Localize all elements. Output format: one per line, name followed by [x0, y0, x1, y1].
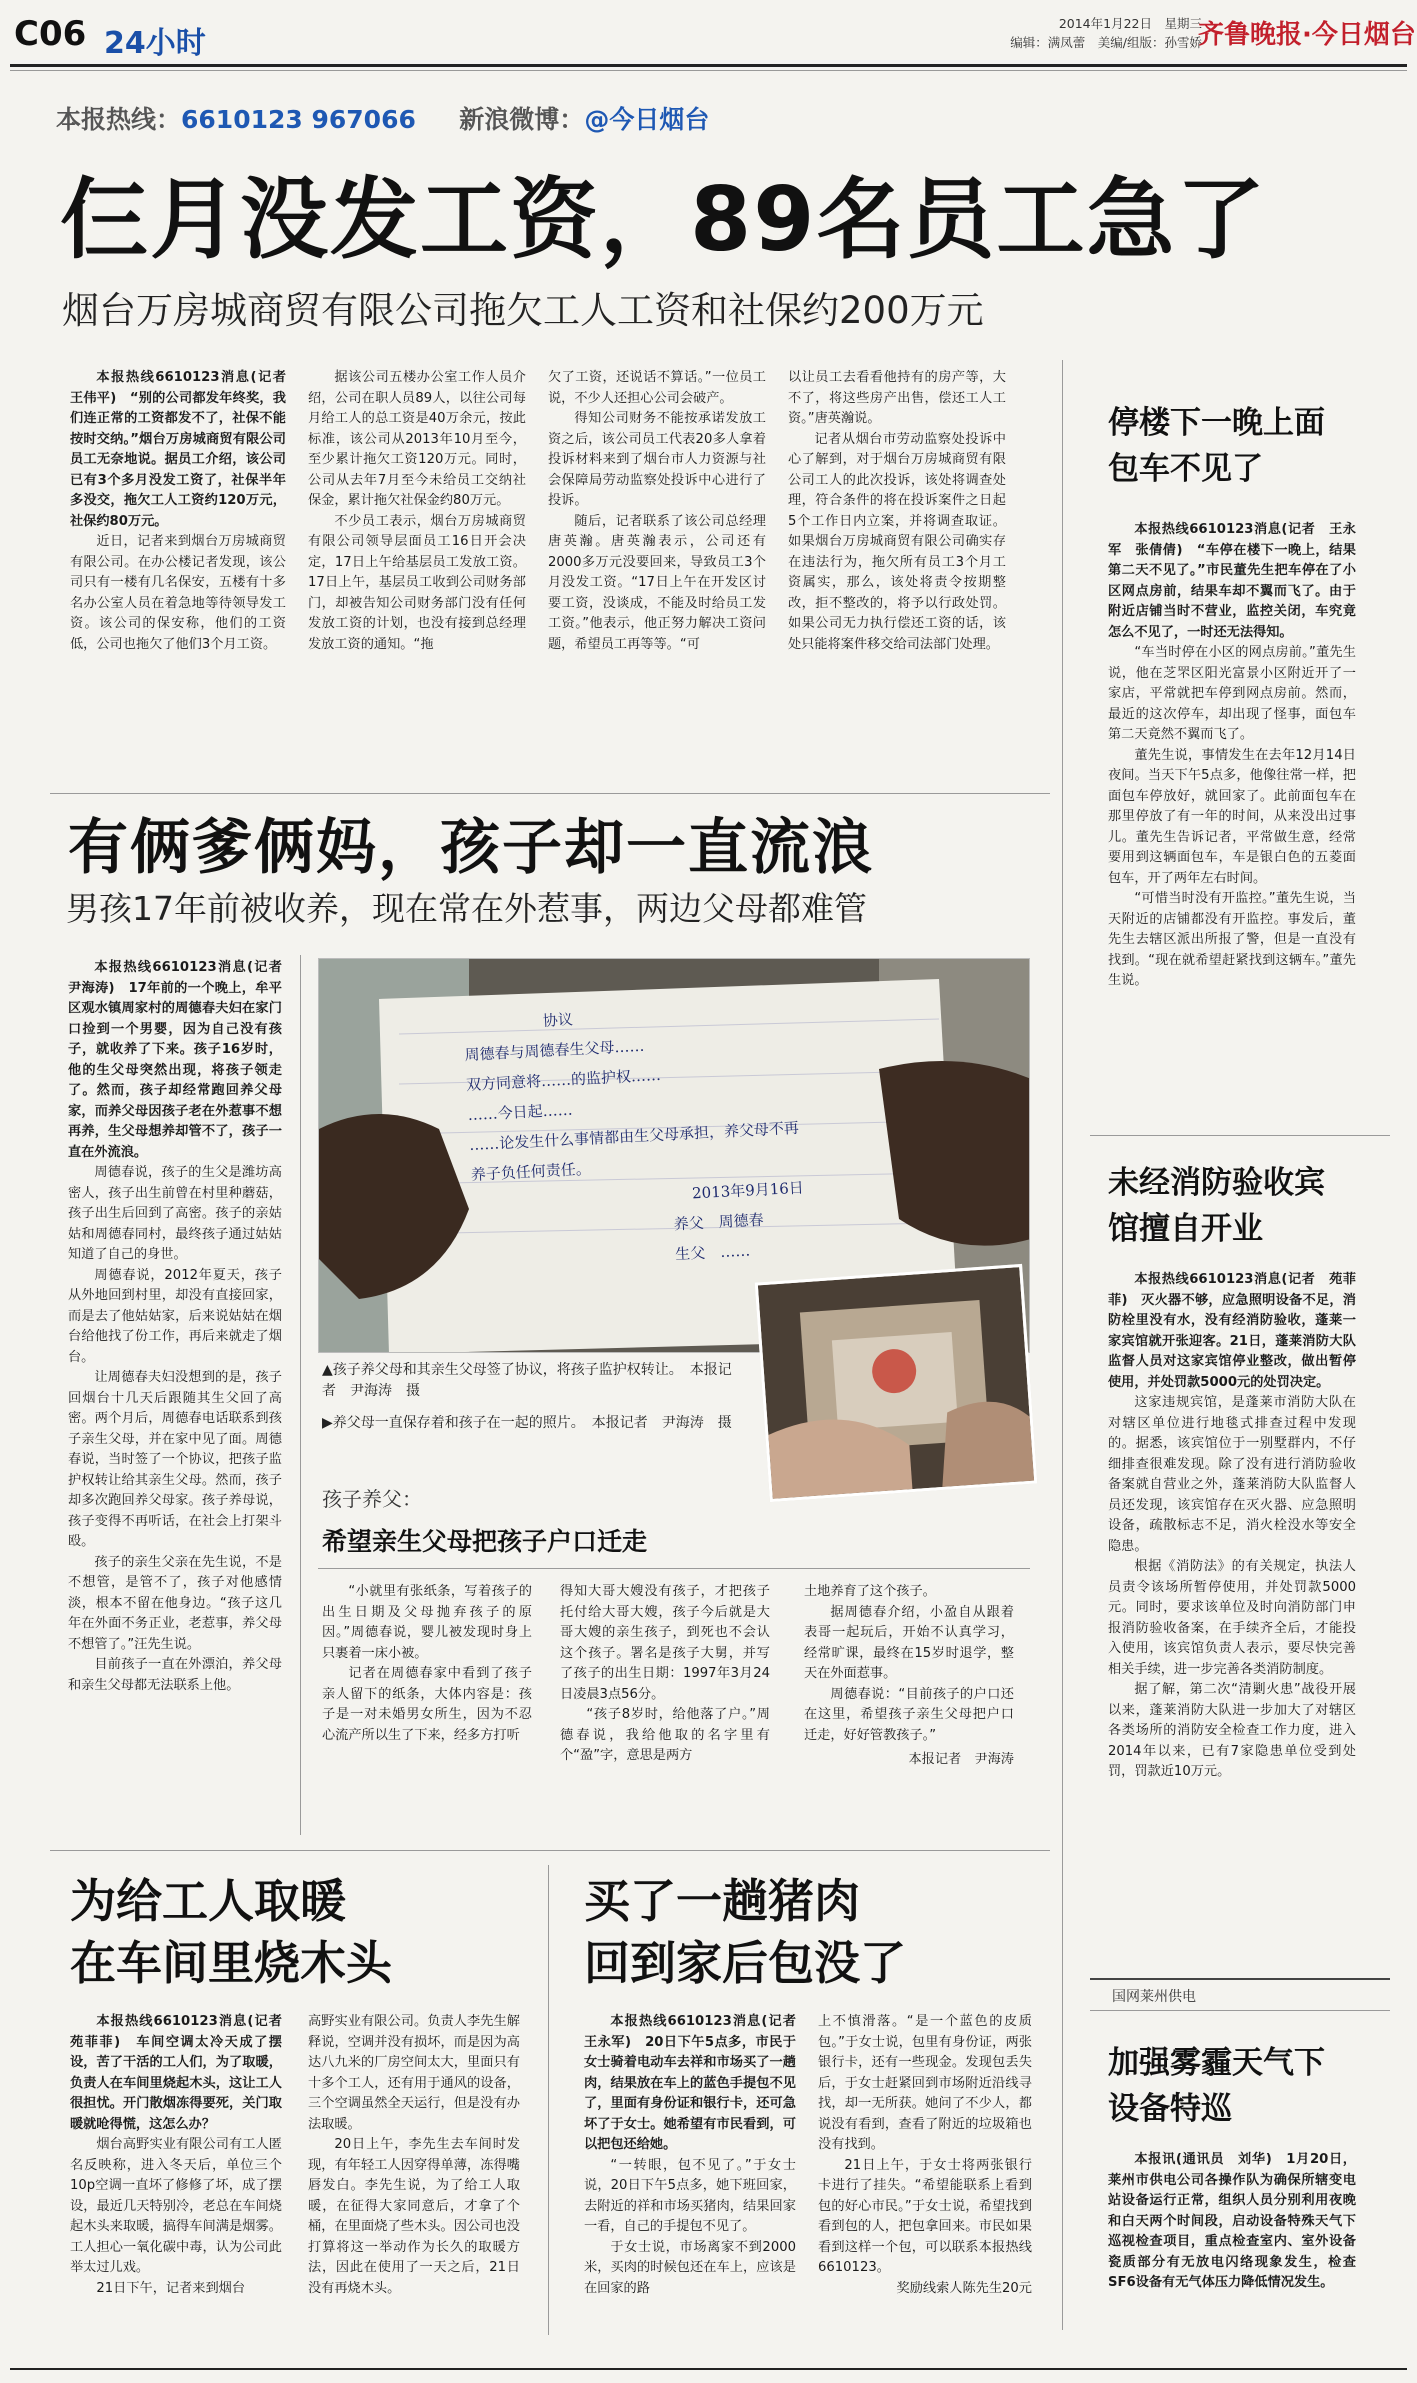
- story2-para: 目前孩子一直在外漂泊，养父母和亲生父母都无法联系上他。: [68, 1657, 282, 1693]
- side2-para: 根据《消防法》的有关规定，执法人员责令该场所暂停使用，并处罚款5000元。同时，要求该单位及时向消防部门申报消防验收备案，在手续齐全后，才能投入使用，该宾馆负责人表示，要尽快完善相关手续，进一步完善各类消防制度。: [1108, 1559, 1356, 1677]
- weibo-handle: @今日烟台: [584, 105, 710, 134]
- quote-label: 孩子养父：: [322, 1487, 422, 1511]
- hotline-bar: [56, 100, 709, 136]
- date-line: 2014年1月22日 星期三: [1058, 16, 1202, 31]
- quote-byline: 本报记者 尹海涛: [908, 1752, 1014, 1767]
- quote-col2: [560, 1582, 770, 1767]
- side2-title: 未经消防验收宾馆擅自开业: [1108, 1165, 1325, 1247]
- story3-para: 21日下午，记者来到烟台: [96, 2280, 246, 2296]
- page-number: C06: [14, 14, 87, 54]
- side1-title: 停楼下一晚上面包车不见了: [1108, 405, 1325, 487]
- story2-headline: 有俩爹俩妈，孩子却一直流浪: [68, 813, 874, 883]
- story2-para: 孩子的亲生父亲在先生说，不是不想管，是管不了，孩子对他感情淡，根本不留在他身边。“孩子这几年在外面不务正业，老惹事，养父母不想管了。”汪先生说。: [68, 1554, 282, 1652]
- hotline-numbers: 6610123 967066: [181, 105, 416, 134]
- story3-headline-line: 为给工人取暖: [70, 1874, 346, 1928]
- side1-para: 董先生说，事情发生在去年12月14日夜间。当天下午5点多，他像往常一样，把面包车停放好，就回家了。此前面包车在那里停放了有一年的时间，从来没出过事儿。董先生告诉记者，平常做生意，经常要用到这辆面包车，车是银白色的五菱面包车，开了两年左右时间。: [1108, 747, 1356, 886]
- quote-para: 据周德春介绍，小盈自从跟着表哥一起玩后，开始不认真学习，经常旷课，最终在15岁时退学，整天在外面惹事。: [804, 1604, 1014, 1681]
- story1-para: 本报热线6610123消息(记者 王伟平) “别的公司都发年终奖，我们连正常的工资都发不了，社保不能按时交纳。”烟台万房城商贸有限公司员工无奈地说。据员工介绍，该公司已有3个多月没发工资了，社保半年多没交，拖欠工人工资约120万元，社保约80万元。: [70, 370, 300, 529]
- story1-headline: 仨月没发工资，89名员工急了: [60, 168, 1267, 271]
- story4-col2: [818, 2012, 1032, 2299]
- side-divider: [1090, 1978, 1390, 1980]
- story4-footer: 奖励线索人陈先生20元: [896, 2280, 1032, 2296]
- side1-para: 本报热线6610123消息(记者 王永军 张倩倩) “车停在楼下一晚上，结果第二天不见了。”市民董先生把车停在了小区网点房前，结果车却不翼而飞了。由于附近店铺当时不营业，监控关闭，车究竟怎么不见了，一时还无法得知。: [1108, 522, 1356, 640]
- masthead-rule-thin: [10, 70, 1407, 71]
- letter-line: 生父 ……: [674, 1241, 751, 1264]
- side3-title: 加强雾霾天气下设备特巡: [1108, 2045, 1325, 2127]
- editor-line: 编辑：满凤蕾 美编/组版：孙雪娇: [1010, 35, 1202, 50]
- story3-headline: [70, 1870, 392, 1994]
- letter-line: 双方同意将……的监护权……: [465, 1065, 662, 1095]
- column-divider: [300, 955, 301, 1835]
- letter-line: 协议: [542, 1010, 574, 1030]
- quote-para: 周德春说：“目前孩子的户口还在这里，希望孩子亲生父母把户口迁走，好好管教孩子。”: [804, 1686, 1014, 1743]
- family-photo-inset: [755, 1264, 1038, 1502]
- quote-para: 土地养育了这个孩子。: [804, 1584, 936, 1599]
- story4-para: 本报热线6610123消息(记者 王永军) 20日下午5点多，市民于女士骑着电动车去祥和市场买了一趟肉，结果放在车上的蓝色手提包不见了，里面有身份证和银行卡，还可急坏了于女士。她希望有市民看到，可以把包还给她。: [584, 2014, 810, 2152]
- quote-col1: [322, 1582, 532, 1746]
- side2-para: 本报热线6610123消息(记者 苑菲菲) 灭火器不够，应急照明设备不足，消防栓里没有水，没有经消防验收，蓬莱一家宾馆就开张迎客。21日，蓬莱消防大队监督人员对这家宾馆停业整改，做出暂停使用，并处罚款5000元的处罚决定。: [1108, 1272, 1356, 1390]
- section-title: 24小时: [104, 26, 206, 61]
- story4-para: 上不慎滑落。“是一个蓝色的皮质包。”于女士说，包里有身份证，两张银行卡，还有一些现金。发现包丢失后，于女士赶紧回到市场附近沿线寻找，却一无所获。她问了不少人，都说没有看到，查看了附近的垃圾箱也没有找到。: [818, 2014, 1032, 2152]
- side3-para: 本报讯(通讯员 刘华) 1月20日，莱州市供电公司各操作队为确保所辖变电站设备运行正常，组织人员分别利用夜晚和白天两个时间段，启动设备特殊天气下巡视检查项目，重点检查室内、室外设备瓷质部分有无放电闪络现象发生，检查SF6设备有无气体压力降低情况发生。: [1108, 2152, 1356, 2290]
- letter-text: [462, 988, 896, 1280]
- side3-body: [1108, 2150, 1356, 2294]
- story4-para: 于女士说，市场离家不到2000米，买肉的时候包还在车上，应该是在回家的路: [584, 2239, 796, 2296]
- story1-para: 欠了工资，还说话不算话。”一位员工说，不少人还担心公司会破产。: [548, 370, 766, 406]
- story2-col1: [68, 958, 296, 1696]
- letter-line: 养父 周德春: [673, 1210, 765, 1234]
- family-photo-image: [758, 1267, 1034, 1499]
- masthead-rule: [10, 64, 1407, 67]
- side2-body: [1108, 1270, 1356, 1783]
- story2-para: 周德春说，2012年夏天，孩子从外地回到村里，却没有直接回家，而是去了他姑姑家，后来说姑姑在烟台给他找了份工作，再后来就走了烟台。: [68, 1267, 282, 1365]
- story1-col3: [548, 368, 766, 655]
- section-divider: [50, 1850, 1050, 1851]
- side3-tag: 国网莱州供电: [1112, 1989, 1196, 2005]
- quote-para: 得知大哥大嫂没有孩子，才把孩子托付给大哥大嫂，孩子今后就是大哥大嫂的亲生孩子，到死也不会认这个孩子。署名是孩子大舅，并写了孩子的出生日期：1997年3月24日凌晨3点56分。: [560, 1584, 770, 1702]
- story4-headline-line: 买了一趟猪肉: [584, 1874, 860, 1928]
- story3-para: 烟台高野实业有限公司有工人匿名反映称，进入冬天后，单位三个10p空调一直坏了修修了坏，成了摆设，最近几天特别冷，老总在车间烧起木头来取暖，搞得车间满是烟雾。工人担心一氧化碳中毒，认为公司此举太过儿戏。: [70, 2137, 282, 2275]
- photo1-caption: ▲孩子养父母和其亲生父母签了协议，将孩子监护权转让。 本报记者 尹海涛 摄: [322, 1362, 732, 1399]
- quote-title: 希望亲生父母把孩子户口迁走: [322, 1527, 648, 1556]
- quote-para: 记者在周德春家中看到了孩子亲人留下的纸条，大体内容是：孩子是一对未婚男女所生，因为不忍心流产所以生了下来，经多方打听: [322, 1666, 532, 1743]
- quote-para: “小就里有张纸条，写着孩子的出生日期及父母抛弃孩子的原因。”周德春说，婴儿被发现时身上只裹着一床小被。: [322, 1584, 532, 1661]
- story2-para: 本报热线6610123消息(记者 尹海涛) 17年前的一个晚上，牟平区观水镇周家村的周德春夫妇在家门口捡到一个男婴，因为自己没有孩子，就收养了下来。孩子16岁时，他的生父母突然出现，将孩子领走了。然而，孩子却经常跑回养父母家，而养父母因孩子老在外惹事不想再养，生父母想养却管不了，孩子一直在外流浪。: [68, 960, 296, 1160]
- story1-subhead: 烟台万房城商贸有限公司拖欠工人工资和社保约200万元: [62, 289, 984, 332]
- story4-col1: [584, 2012, 810, 2299]
- story1-para: 得知公司财务不能按承诺发放工资之后，该公司员工代表20多人拿着投诉材料来到了烟台市人力资源与社会保障局劳动监察处投诉中心进行了投诉。: [548, 411, 766, 508]
- letter-line: 养子负任何责任。: [470, 1159, 592, 1184]
- quote-para: “孩子8岁时，给他落了户。”周德春说，我给他取的名字里有个“盈”字，意思是两方: [560, 1707, 770, 1763]
- newspaper-brand: 齐鲁晚报·今日烟台: [1198, 20, 1416, 50]
- story1-para: 据该公司五楼办公室工作人员介绍，公司在职人员89人，以往公司每月给工人的总工资是40万余元，按此标准，该公司从2013年10月至今，至少累计拖欠工资120万元。同时，公司从去年7月至今未给员工交纳社保金，累计拖欠社保金约80万元。: [308, 370, 526, 508]
- story3-col2: [308, 2012, 520, 2299]
- story3-para: 20日上午，李先生去车间时发现，有年轻工人因穿得单薄，冻得嘴唇发白。李先生说，为了给工人取暖，在征得大家同意后，才拿了个桶，在里面烧了些木头。因公司也没打算将这一举动作为长久的取暖方法，因此在使用了一天之后，21日没有再烧木头。: [308, 2137, 520, 2296]
- story1-para: 记者从烟台市劳动监察处投诉中心了解到，对于烟台万房城商贸有限公司工人的此次投诉，该处将调查处理，符合条件的将在投诉案件之日起5个工作日内立案，并将调查取证。如果烟台万房城商贸有限公司确实存在违法行为，拖欠所有员工3个月工资属实，那么，该处将责令按期整改，拒不整改的，将予以行政处罚。如果公司无力执行偿还工资的话，该处只能将案件移交给司法部门处理。: [788, 431, 1006, 652]
- side1-para: “可惜当时没有开监控。”董先生说，当天附近的店铺都没有开监控。事发后，董先生去辖区派出所报了警，但是一直没有找到。“现在就希望赶紧找到这辆车。”董先生说。: [1108, 891, 1356, 988]
- letter-line: 周德春与周德春生父母……: [464, 1036, 645, 1065]
- footer-rule: [10, 2368, 1407, 2370]
- story1-para: 随后，记者联系了该公司总经理唐英瀚。唐英瀚表示，公司还有2000多万元没要回来，导致员工3个月没发工资。“17日上午在开发区讨要工资，没谈成，不能及时给员工发工资。”他表示，他正努力解决工资问题，希望员工再等等。“可: [548, 513, 766, 652]
- side-divider: [1090, 1135, 1390, 1136]
- story1-para: 不少员工表示，烟台万房城商贸有限公司领导层面员工16日开会决定，17日上午给基层员工发放工资。17日上午，基层员工收到公司财务部门，却被告知公司财务部门没有任何发放工资的计划，也没有接到总经理发放工资的通知。“拖: [308, 513, 526, 652]
- side-divider: [1090, 2010, 1390, 2011]
- letter-line: ……今日起……: [467, 1100, 574, 1125]
- side1-para: “车当时停在小区的网点房前。”董先生说，他在芝罘区阳光富景小区附近开了一家店，平常就把车停到网点房前。然而，最近的这次停车，却出现了怪事，面包车第二天竟然不翼而飞了。: [1108, 645, 1356, 742]
- story4-para: 21日上午，于女士将两张银行卡进行了挂失。“希望能联系上看到包的好心市民。”于女士说，希望找到看到包的人，把包拿回来。市民如果看到这样一个包，可以联系本报热线6610123。: [818, 2157, 1032, 2275]
- weibo-label: 新浪微博：: [459, 105, 585, 134]
- side1-body: [1108, 520, 1356, 992]
- story2-subhead: 男孩17年前被收养，现在常在外惹事，两边父母都难管: [66, 889, 867, 928]
- story4-headline-line: 回到家后包没了: [584, 1936, 906, 1990]
- story3-para: 本报热线6610123消息(记者 苑菲菲) 车间空调太冷天成了摆设，苦了干活的工人们，为了取暖，负责人在车间里烧起木头，这让工人很担忧。开门散烟冻得要死，关门取暖就呛得慌，这怎么办？: [70, 2014, 296, 2132]
- story3-para: 高野实业有限公司。负责人李先生解释说，空调并没有损坏，而是因为高达八九米的厂房空间太大，里面只有十多个工人，还有用于通风的设备，三个空调虽然全天运行，但是没有办法取暖。: [308, 2014, 520, 2132]
- story2-para: 让周德春夫妇没想到的是，孩子回烟台十几天后跟随其生父回了高密。两个月后，周德春电话联系到孩子亲生父母，并在家中见了面。周德春说，当时签了一个协议，把孩子监护权转让给其亲生父母。然而，孩子却多次跑回养父母家。孩子养母说，孩子变得不再听话，在社会上打架斗殴。: [68, 1370, 282, 1549]
- column-divider: [548, 1865, 549, 2335]
- side2-para: 据了解，第二次“清剿火患”战役开展以来，蓬莱消防大队进一步加大了对辖区各类场所的消防安全检查工作力度，进入2014年以来，已有7家隐患单位受到处罚，罚款近10万元。: [1108, 1682, 1356, 1779]
- story1-col1: [70, 368, 300, 655]
- quote-col3: [804, 1582, 1014, 1771]
- side2-para: 这家违规宾馆，是蓬莱市消防大队在对辖区单位进行地毯式排查过程中发现的。据悉，该宾馆位于一别墅群内，不仔细排查很难发现。除了没有进行消防验收备案就自营业之外，蓬莱消防大队监督人员还发现，该宾馆存在灭火器、应急照明设备，疏散标志不足，消火栓没水等安全隐患。: [1108, 1395, 1356, 1554]
- letter-line: 2013年9月16日: [691, 1178, 805, 1203]
- section-divider: [50, 793, 1050, 794]
- story1-para: 近日，记者来到烟台万房城商贸有限公司。在办公楼记者发现，该公司只有一楼有几名保安，五楼有十多名办公室人员在着急地等待领导发工资。该公司的保安称，他们的工资低，公司也拖欠了他们3个月工资。: [70, 534, 286, 652]
- story1-col2: [308, 368, 526, 655]
- story4-para: “一转眼，包不见了。”于女士说，20日下午5点多，她下班回家，去附近的祥和市场买猪肉，结果回家一看，自己的手提包不见了。: [584, 2157, 796, 2234]
- story1-col4: [788, 368, 1006, 655]
- story3-headline-line: 在车间里烧木头: [70, 1936, 392, 1990]
- story1-para: 以让员工去看看他持有的房产等，大不了，将这些房产出售，偿还工人工资。”唐英瀚说。: [788, 370, 1006, 426]
- story4-headline: [584, 1870, 906, 1994]
- photo2-caption: ▶养父母一直保存着和孩子在一起的照片。 本报记者 尹海涛 摄: [322, 1415, 732, 1431]
- story3-col1: [70, 2012, 296, 2299]
- column-divider: [1062, 360, 1063, 2330]
- letter-line: ……论发生什么事情都由生父母承担，养父母不再: [468, 1118, 800, 1154]
- quote-divider: [318, 1568, 1030, 1569]
- hotline-label: 本报热线：: [56, 105, 182, 134]
- story2-para: 周德春说，孩子的生父是潍坊高密人，孩子出生前曾在村里种蘑菇，孩子出生后回到了高密。孩子的亲姑姑和周德春同村，最终孩子通过姑姑知道了自己的身世。: [68, 1165, 282, 1262]
- date-editor-info: [982, 14, 1202, 52]
